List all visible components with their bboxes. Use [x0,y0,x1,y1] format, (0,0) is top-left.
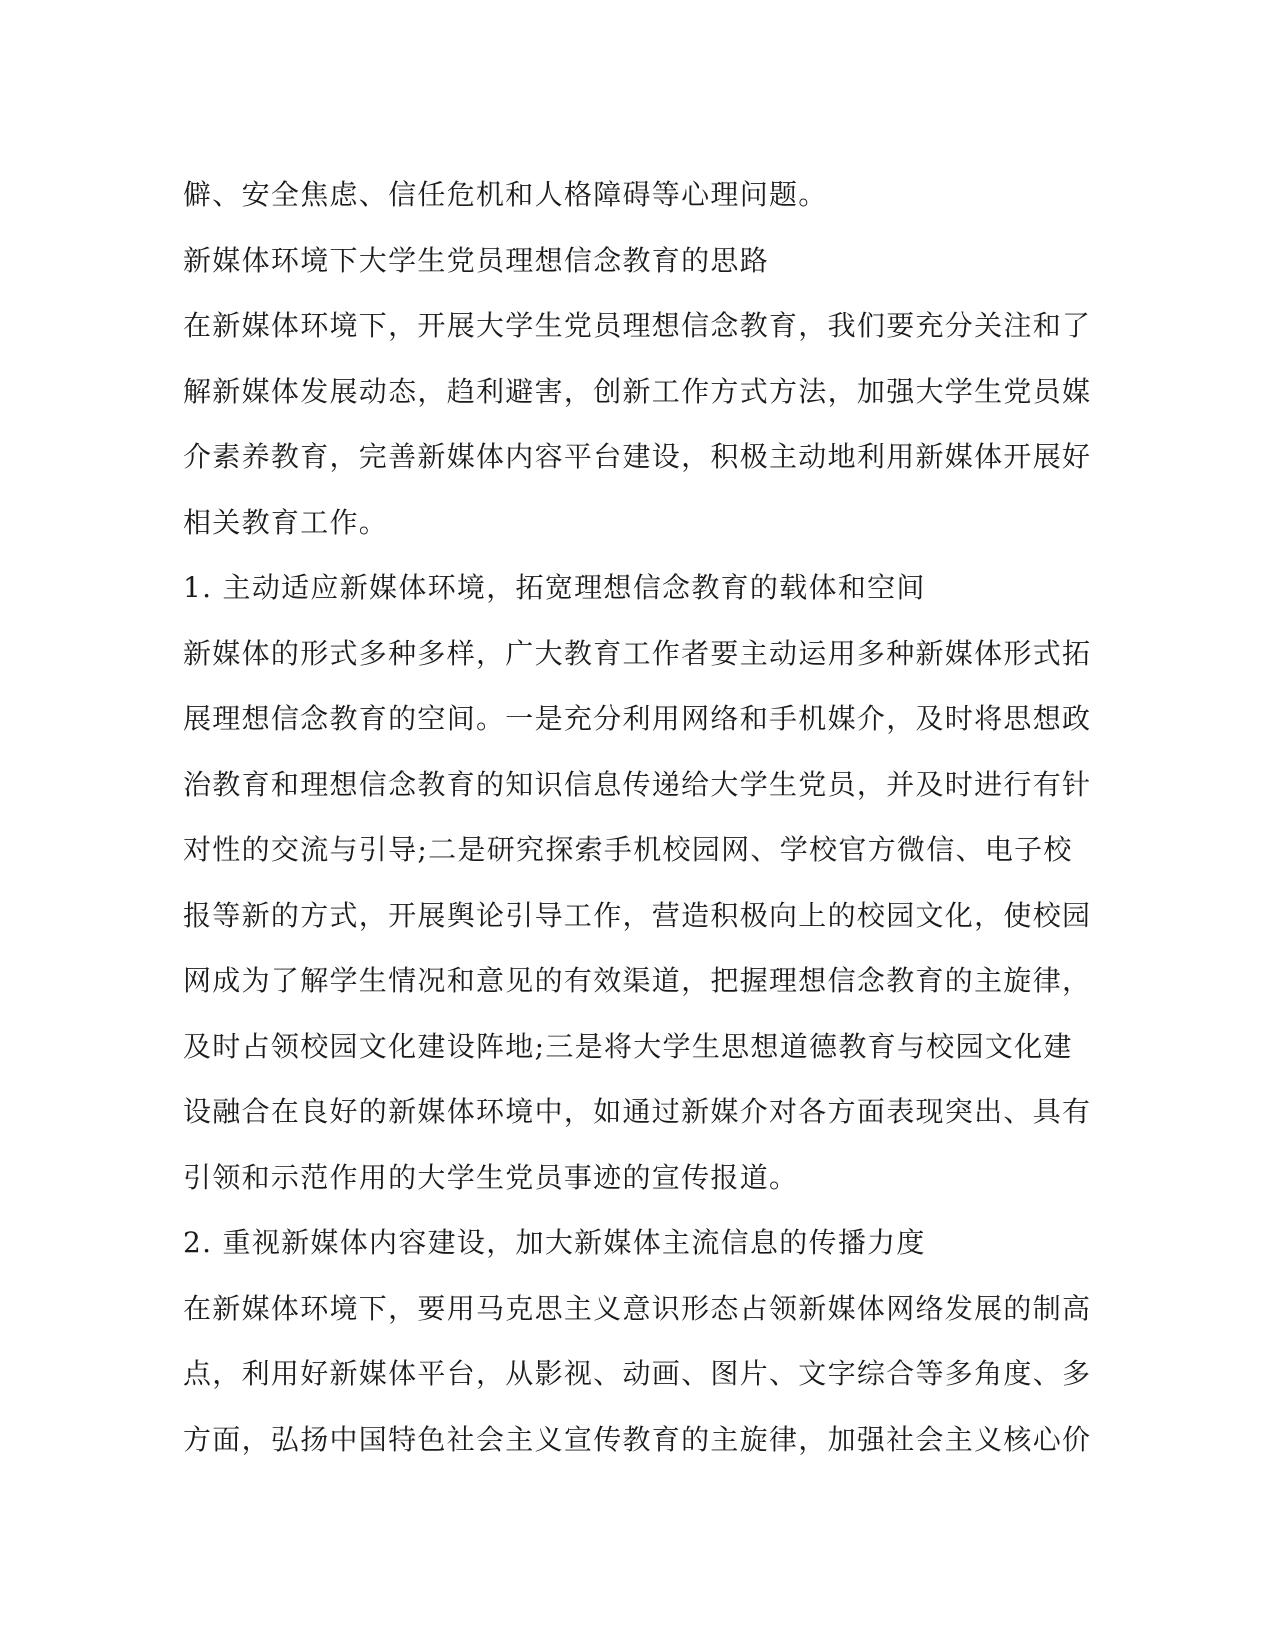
paragraph-line: 对性的交流与引导;二是研究探索手机校园网、学校官方微信、电子校 [183,833,1073,866]
paragraph-line: 解新媒体发展动态，趋利避害，创新工作方式方法，加强大学生党员媒 [183,374,1092,408]
paragraph-line: 僻、安全焦虑、信任危机和人格障碍等心理问题。 [183,178,828,211]
paragraph-line: 网成为了解学生情况和意见的有效渠道，把握理想信念教育的主旋律， [183,964,1092,997]
section-heading: 新媒体环境下大学生党员理想信念教育的思路 [183,243,770,277]
document-body [183,162,1092,1472]
paragraph-line: 及时占领校园文化建设阵地;三是将大学生思想道德教育与校园文化建 [183,1029,1073,1063]
paragraph-line: 引领和示范作用的大学生党员事迹的宣传报道。 [183,1160,799,1194]
paragraph-line: 在新媒体环境下，开展大学生党员理想信念教育，我们要充分关注和了 [183,309,1092,342]
subsection-heading: 1. 主动适应新媒体环境，拓宽理想信念教育的载体和空间 [183,571,926,604]
paragraph-line: 在新媒体环境下，要用马克思主义意识形态占领新媒体网络发展的制高 [183,1291,1092,1325]
subsection-heading: 2. 重视新媒体内容建设，加大新媒体主流信息的传播力度 [183,1226,926,1259]
paragraph-line: 展理想信念教育的空间。一是充分利用网络和手机媒介，及时将思想政 [183,702,1092,735]
paragraph-line: 相关教育工作。 [183,505,389,539]
paragraph-line: 治教育和理想信念教育的知识信息传递给大学生党员，并及时进行有针 [183,767,1092,801]
paragraph-line: 点，利用好新媒体平台，从影视、动画、图片、文字综合等多角度、多 [183,1357,1092,1390]
paragraph-line: 新媒体的形式多种多样，广大教育工作者要主动运用多种新媒体形式拓 [183,636,1092,670]
paragraph-line: 方面，弘扬中国特色社会主义宣传教育的主旋律，加强社会主义核心价 [183,1422,1092,1456]
paragraph-line: 设融合在良好的新媒体环境中，如通过新媒介对各方面表现突出、具有 [183,1095,1092,1128]
paragraph-line: 介素养教育，完善新媒体内容平台建设，积极主动地利用新媒体开展好 [183,440,1092,473]
paragraph-line: 报等新的方式，开展舆论引导工作，营造积极向上的校园文化，使校园 [183,898,1092,932]
